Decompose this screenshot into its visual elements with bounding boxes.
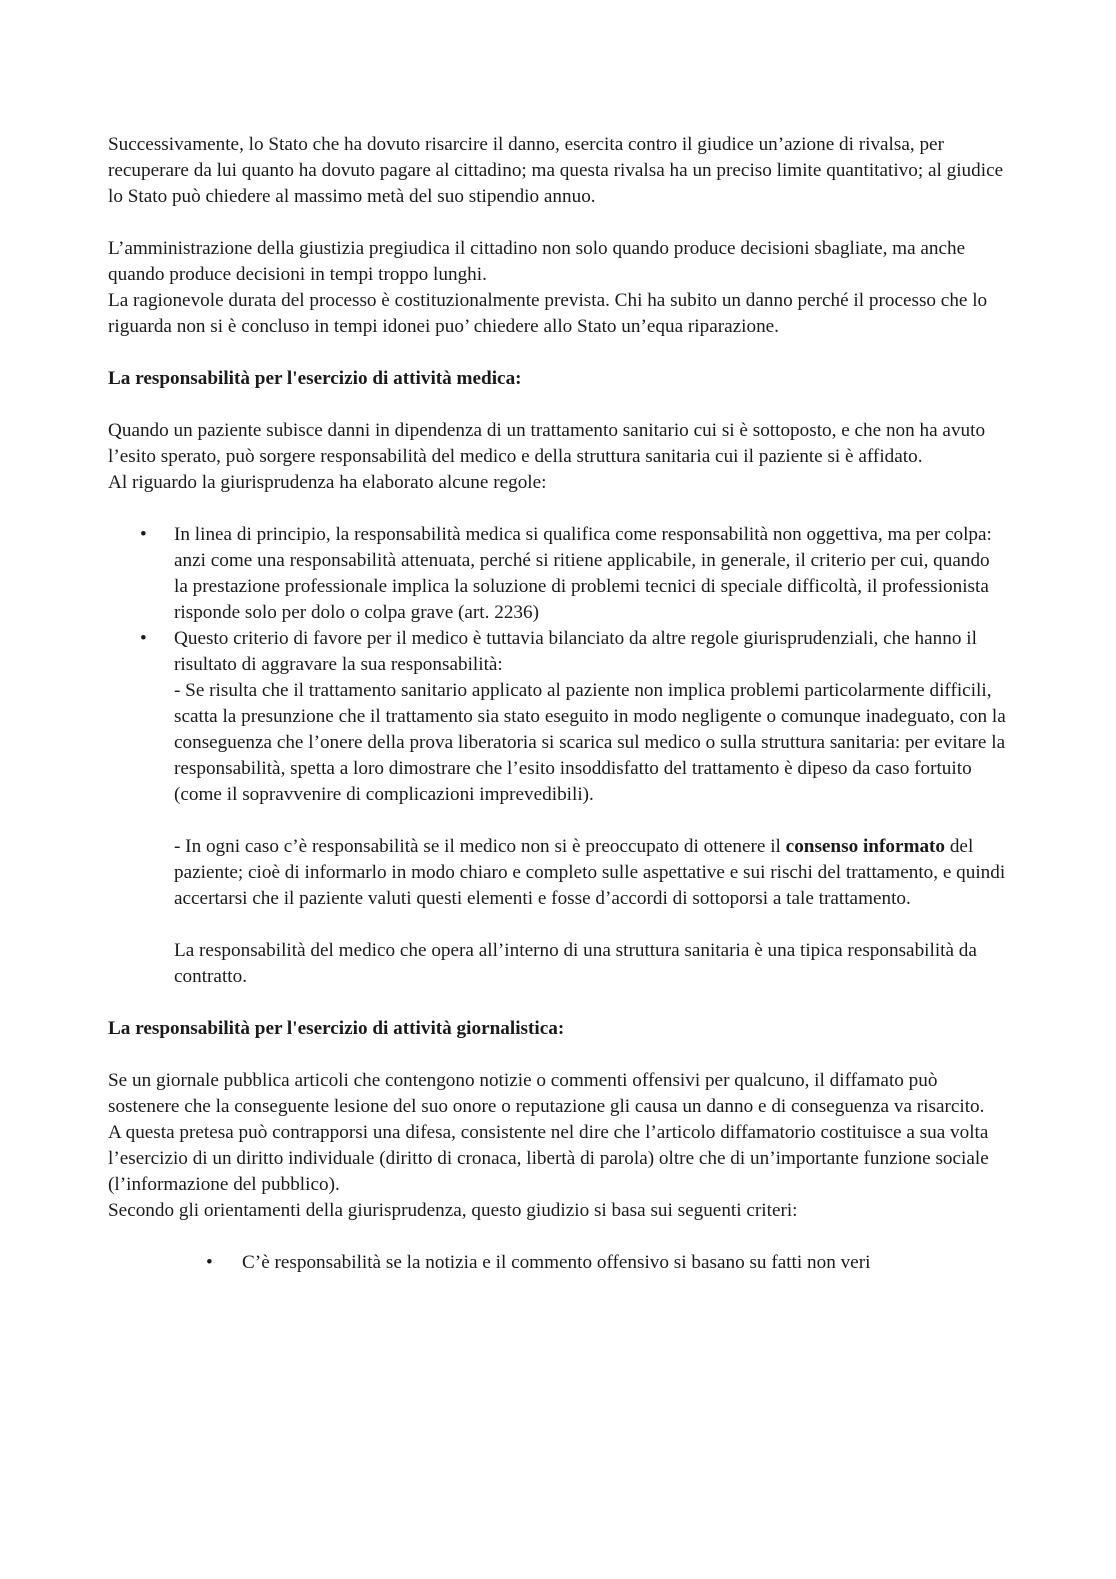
bullet-text: Questo criterio di favore per il medico è tuttavia bilanciato da altre regole giurisprudenziali, che hanno il risultato di aggravare la sua responsabilità: [174, 628, 977, 675]
consenso-bold: consenso informato [785, 836, 946, 857]
paragraph-amministrazione: L’amministrazione della giustizia pregiudica il cittadino non solo quando produce decisioni sbagliate, ma anche quando produce decisioni in tempi troppo lunghi. [108, 238, 966, 285]
bullet-list-medica [108, 522, 1008, 990]
sub-paragraph-presunzione: - Se risulta che il trattamento sanitario applicato al paziente non implica problemi particolarmente difficili, scatta la presunzione che il trattamento sia stato eseguito in modo negligente o comunque inadeguato, con la conseguenza che l’onere della prova liberatoria si scarica sul medico o sulla struttura sanitaria: per evitare la responsabilità, spetta a loro dimostrare che l’esito insoddisfatto del trattamento è dipeso da caso fortuito (come il sopravvenire di complicazioni imprevedibili). [174, 680, 1006, 805]
paragraph-difesa: A questa pretesa può contrapporsi una difesa, consistente nel dire che l’articolo diffamatorio costituisce a sua volta l’esercizio di un diritto individuale (diritto di cronaca, libertà di parola) oltre che di un’importante funzione sociale (l’informazione del pubblico). [108, 1122, 989, 1195]
heading-attivita-medica: La responsabilità per l'esercizio di attività medica: [108, 368, 522, 389]
list-item [108, 1250, 1008, 1276]
bullet-icon: • [140, 628, 147, 649]
paragraph-giornale: Se un giornale pubblica articoli che contengono notizie o commenti offensivi per qualcuno, il diffamato può sostenere che la conseguente lesione del suo onore o reputazione gli causa un danno e di conseguenza va risarcito. [108, 1070, 985, 1117]
consenso-text-pre: - In ogni caso c’è responsabilità se il medico non si è preoccupato di ottenere il [174, 836, 786, 857]
bullet-list-giornalistica [108, 1250, 1008, 1276]
paragraph-regole-intro: Al riguardo la giurisprudenza ha elaborato alcune regole: [108, 472, 547, 493]
sub-paragraph-contratto: La responsabilità del medico che opera all’interno di una struttura sanitaria è una tipica responsabilità da contratto. [174, 940, 977, 987]
document-body [108, 132, 1008, 1276]
bullet-icon: • [140, 524, 147, 545]
consenso-text-post: del paziente; cioè di informarlo in modo chiaro e completo sulle aspettative e sui rischi del trattamento, e quindi accertarsi che il paziente valuti questi elementi e fosse d’accordi di sottoporsi a tale trattamento. [174, 836, 1006, 909]
list-item [108, 626, 1008, 990]
paragraph-criteri-intro: Secondo gli orientamenti della giurisprudenza, questo giudizio si basa sui seguenti criteri: [108, 1200, 798, 1221]
bullet-text: C’è responsabilità se la notizia e il commento offensivo si basano su fatti non veri [242, 1252, 871, 1273]
bullet-icon: • [206, 1252, 213, 1273]
paragraph-rivalsa: Successivamente, lo Stato che ha dovuto risarcire il danno, esercita contro il giudice un’azione di rivalsa, per recuperare da lui quanto ha dovuto pagare al cittadino; ma questa rivalsa ha un preciso limite quantitativo; al giudice lo Stato può chiedere al massimo metà del suo stipendio annuo. [108, 134, 1004, 207]
heading-attivita-giornalistica: La responsabilità per l'esercizio di attività giornalistica: [108, 1018, 565, 1039]
paragraph-paziente: Quando un paziente subisce danni in dipendenza di un trattamento sanitario cui si è sottoposto, e che non ha avuto l’esito sperato, può sorgere responsabilità del medico e della struttura sanitaria cui il paziente si è affidato. [108, 420, 986, 467]
paragraph-ragionevole-durata: La ragionevole durata del processo è costituzionalmente prevista. Chi ha subito un danno perché il processo che lo riguarda non si è concluso in tempi idonei puo’ chiedere allo Stato un’equa riparazione. [108, 290, 988, 337]
list-item [108, 522, 1008, 626]
sub-paragraph-consenso [174, 834, 1008, 912]
bullet-text: In linea di principio, la responsabilità medica si qualifica come responsabilità non oggettiva, ma per colpa: anzi come una responsabilità attenuata, perché si ritiene applicabile, in generale, il criterio per cui, quando la prestazione professionale implica la soluzione di problemi tecnici di speciale difficoltà, il professionista risponde solo per dolo o colpa grave (art. 2236) [174, 524, 992, 623]
